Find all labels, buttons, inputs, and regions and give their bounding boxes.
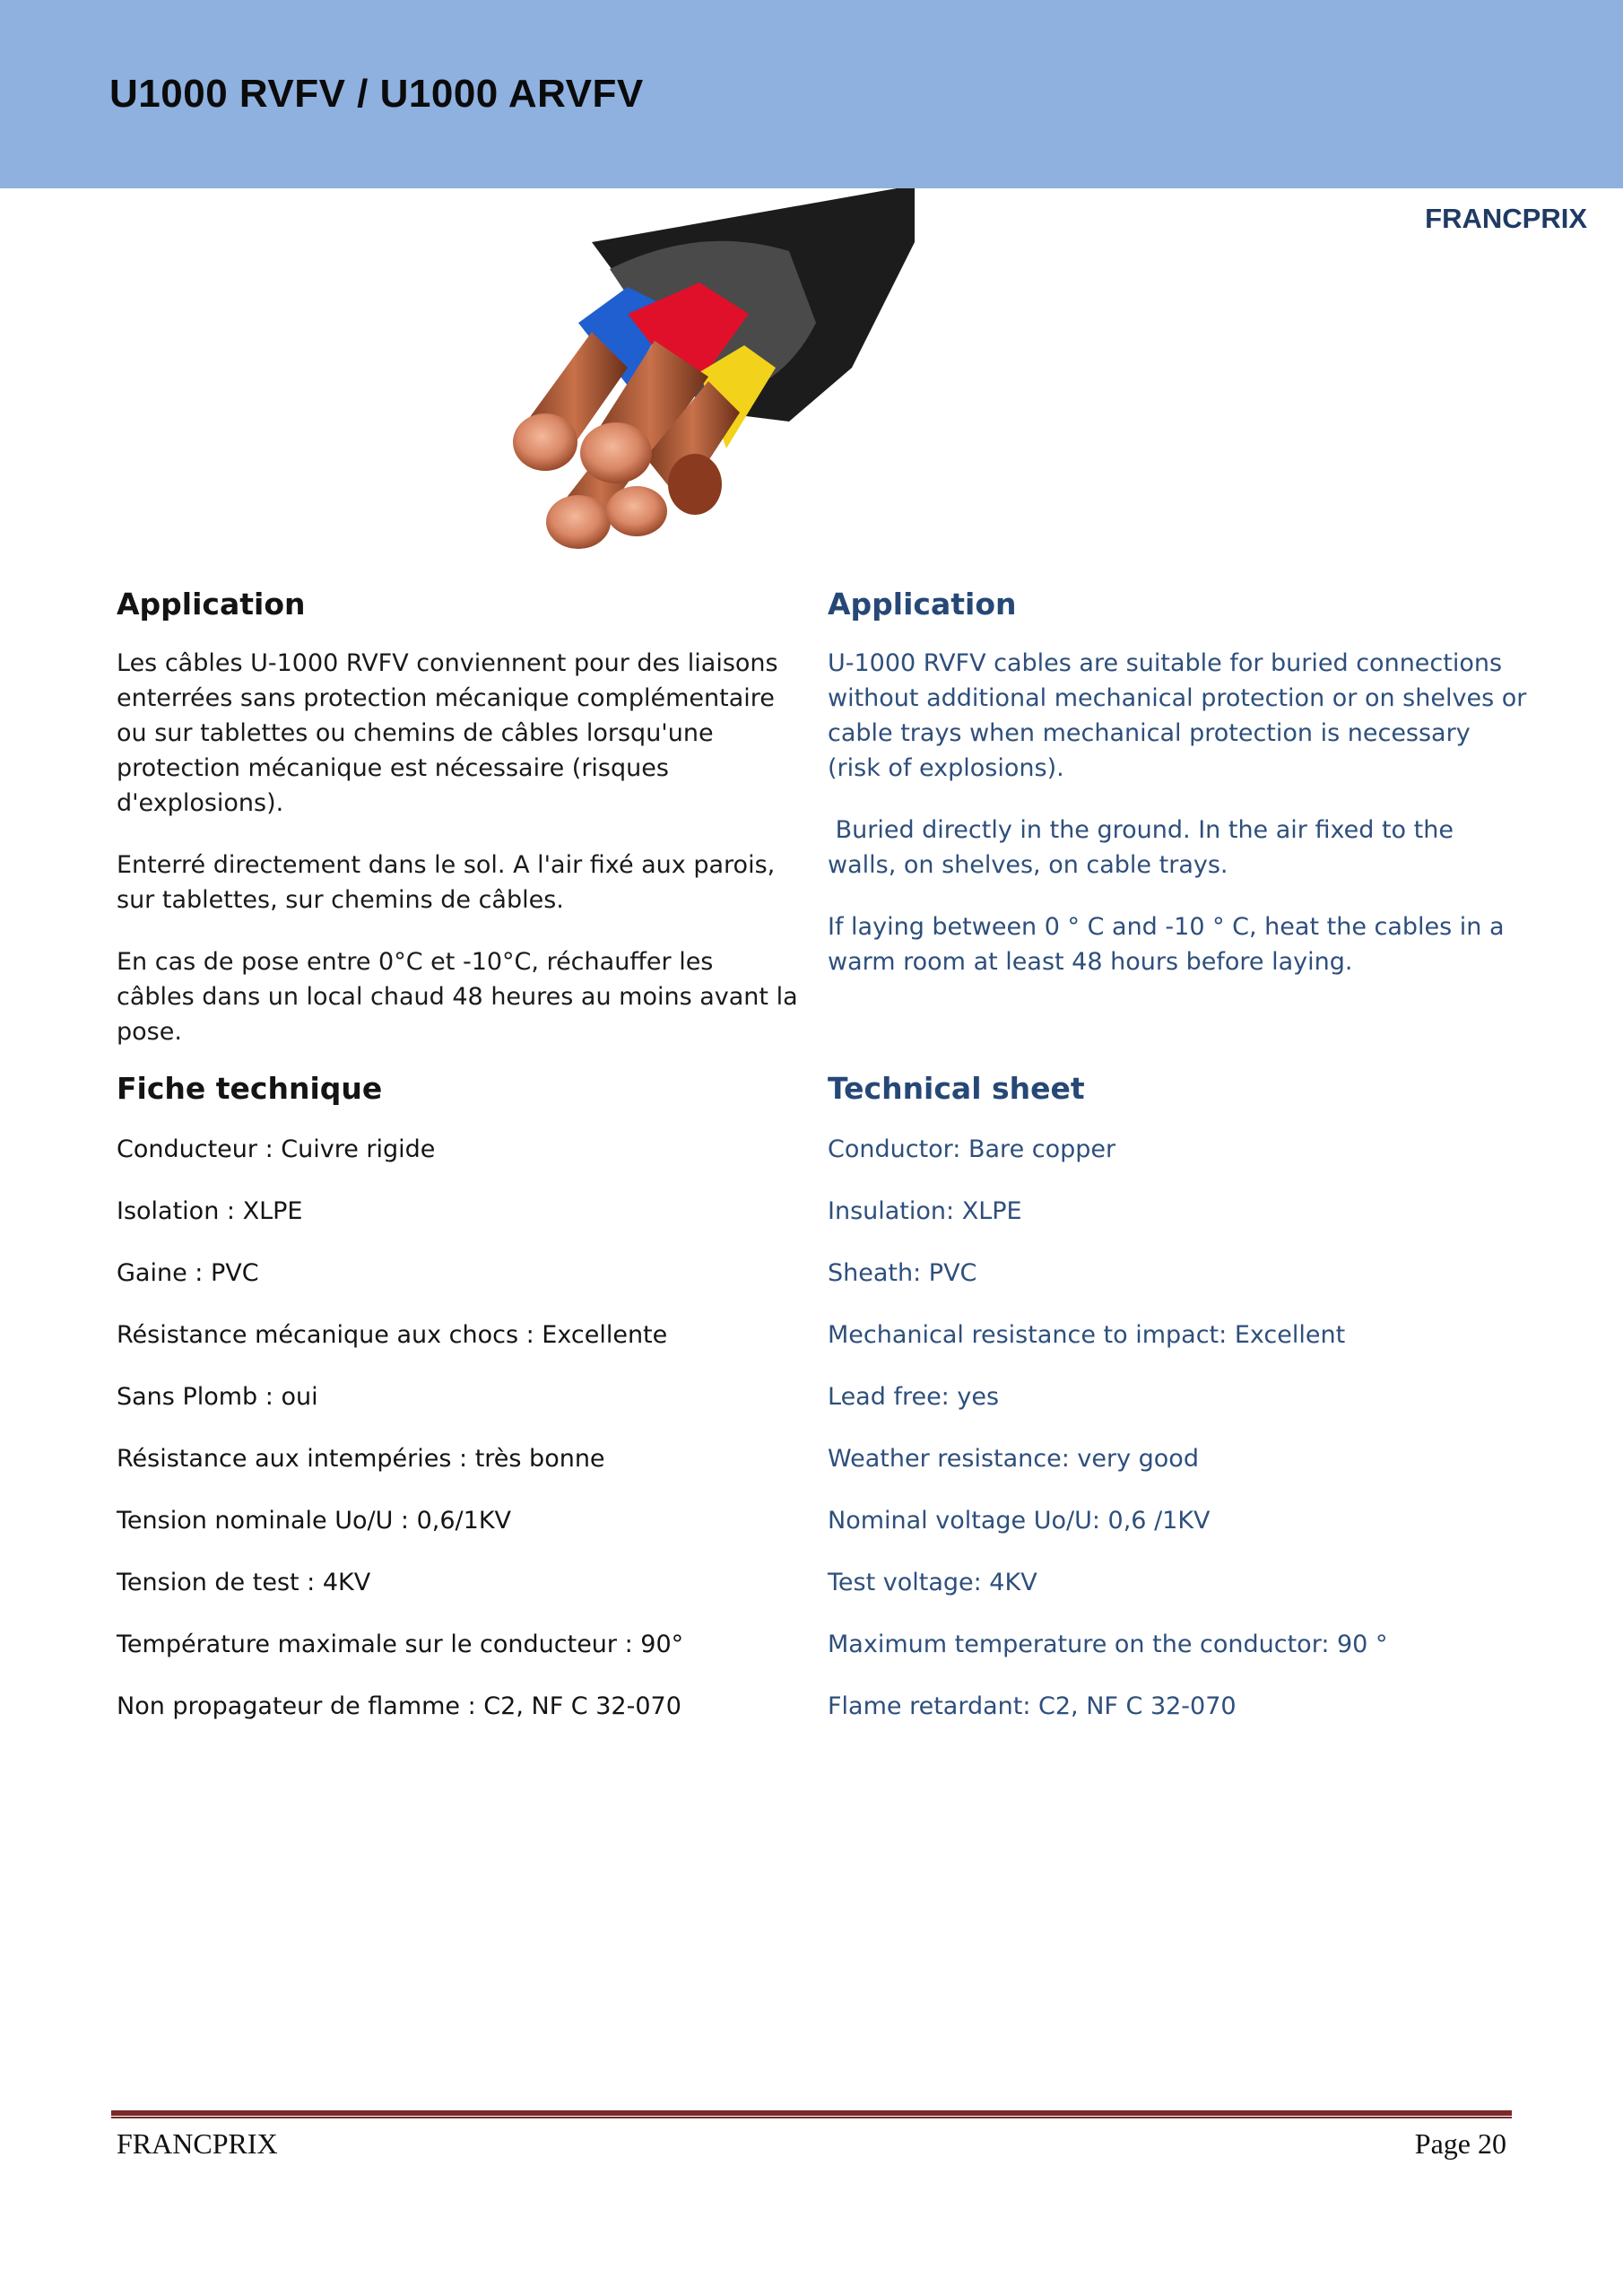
spec-item-fr: Résistance aux intempéries : très bonne (117, 1445, 605, 1473)
spec-item-en: Conductor: Bare copper (828, 1135, 1116, 1163)
application-section-fr (117, 581, 798, 1065)
spec-item-en: Flame retardant: C2, NF C 32-070 (828, 1692, 1237, 1720)
application-paragraph-en-2: Buried directly in the ground. In the air fixed to the walls, on shelves, on cable trays. (828, 816, 1462, 879)
spec-item-fr: Isolation : XLPE (117, 1197, 303, 1225)
technical-sheet-heading-fr: Fiche technique (117, 1071, 383, 1106)
spec-list-fr (117, 1132, 798, 1751)
spec-item-en: Lead free: yes (828, 1383, 1000, 1411)
spec-item-en: Test voltage: 4KV (828, 1569, 1037, 1596)
copper-end-1 (513, 413, 577, 471)
copper-end-2 (580, 422, 652, 483)
application-paragraph-fr-2: Enterré directement dans le sol. A l'air fixé aux parois, sur tablettes, sur chemins de câbles. (117, 851, 776, 914)
brand-label: FRANCPRIX (1425, 203, 1587, 234)
spec-item-fr: Sans Plomb : oui (117, 1383, 318, 1411)
copper-end-3 (546, 495, 611, 549)
technical-sheet-heading-en: Technical sheet (828, 1071, 1085, 1106)
application-paragraph-fr-1: Les câbles U-1000 RVFV conviennent pour des liaisons enterrées sans protection mécanique complémentaire ou sur tablettes ou chemins de câbles lorsqu'une protection mécanique est nécessaire (risques d'explosions). (117, 649, 778, 817)
footer-divider (111, 2110, 1512, 2118)
copper-end-4 (606, 486, 667, 536)
spec-item-fr: Tension de test : 4KV (117, 1569, 371, 1596)
spec-item-fr: Température maximale sur le conducteur : 90° (117, 1631, 684, 1658)
page-title: U1000 RVFV / U1000 ARVFV (109, 72, 644, 116)
spec-item-en: Maximum temperature on the conductor: 90 ° (828, 1631, 1388, 1658)
spec-item-fr: Gaine : PVC (117, 1259, 259, 1287)
spec-item-fr: Tension nominale Uo/U : 0,6/1KV (117, 1507, 511, 1535)
french-column (117, 581, 798, 1751)
page-number: Page 20 (1414, 2127, 1506, 2160)
english-column (828, 581, 1527, 1751)
spec-item-fr: Conducteur : Cuivre rigide (117, 1135, 436, 1163)
cable-cross-section-image (493, 188, 915, 574)
spec-item-en: Nominal voltage Uo/U: 0,6 /1KV (828, 1507, 1211, 1535)
copper-end-5 (668, 454, 722, 515)
application-section-en (828, 581, 1527, 1065)
spec-item-en: Weather resistance: very good (828, 1445, 1199, 1473)
spec-item-en: Insulation: XLPE (828, 1197, 1022, 1225)
application-heading-en: Application (828, 587, 1017, 622)
application-heading-fr: Application (117, 587, 306, 622)
application-paragraph-en-1: U-1000 RVFV cables are suitable for buried connections without additional mechanical protection or on shelves or cable trays when mechanical protection is necessary (risk of explosions). (828, 649, 1527, 782)
application-paragraph-en-3: If laying between 0 ° C and -10 ° C, heat the cables in a warm room at least 48 hours before laying. (828, 913, 1505, 976)
spec-item-fr: Résistance mécanique aux chocs : Excellente (117, 1321, 668, 1349)
spec-item-en: Mechanical resistance to impact: Excellent (828, 1321, 1346, 1349)
spec-item-fr: Non propagateur de flamme : C2, NF C 32-070 (117, 1692, 681, 1720)
footer-brand: FRANCPRIX (117, 2127, 278, 2160)
spec-list-en (828, 1132, 1527, 1751)
spec-item-en: Sheath: PVC (828, 1259, 977, 1287)
application-paragraph-fr-3: En cas de pose entre 0°C et -10°C, réchauffer les câbles dans un local chaud 48 heures au moins avant la pose. (117, 948, 798, 1046)
